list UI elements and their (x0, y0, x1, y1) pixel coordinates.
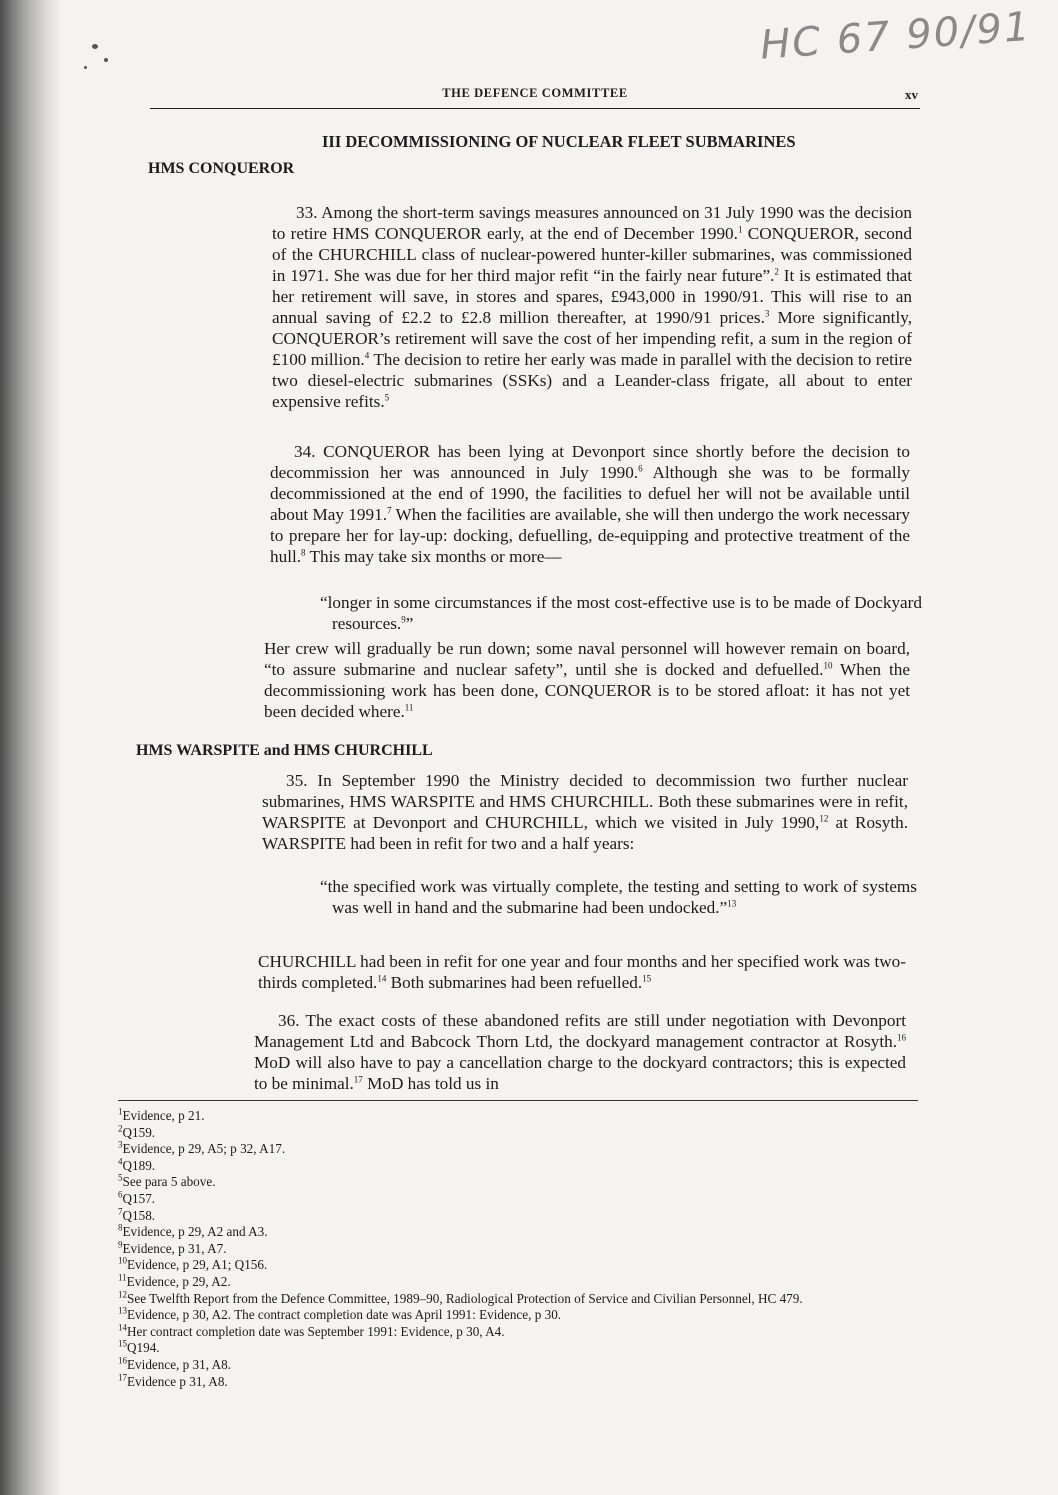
footnote (118, 1307, 918, 1324)
handwritten-note: HC 67 90/91 (758, 3, 1033, 69)
footnote-text: Q194. (127, 1340, 160, 1356)
footnote-number: 12 (118, 1289, 127, 1300)
quotation-text: ” (405, 614, 414, 633)
paragraph-text: When the facilities are available, she will then undergo the work necessary to prepare her for lay-up: docking, defuelling, de-equipping and protective treatment of the hull. (270, 505, 910, 566)
scan-speck (92, 44, 98, 49)
quotation-text: “longer in some circumstances if the most cost-effective use is to be made of Dockyard resources. (320, 593, 922, 633)
footnote (118, 1174, 918, 1191)
footnote (118, 1357, 918, 1374)
footnote-ref: 2 (774, 266, 779, 277)
section-title: III DECOMMISSIONING OF NUCLEAR FLEET SUBMARINES (322, 132, 796, 151)
paragraph-33 (272, 202, 912, 412)
footnote (118, 1141, 918, 1158)
footnote (118, 1241, 918, 1258)
paragraph-text: CONQUEROR, second of the CHURCHILL class of nuclear-powered hunter-killer submarines, was commissioned in 1971. She was due for her third major refit “in the fairly near future”. (272, 224, 912, 285)
footnote (118, 1191, 918, 1208)
quotation-34 (320, 592, 922, 634)
footnote-text: Evidence, p 29, A5; p 32, A17. (122, 1141, 286, 1157)
footnote-number: 14 (118, 1322, 127, 1333)
scan-speck (104, 58, 108, 62)
paragraph-34-continued (264, 638, 910, 722)
footnote-number: 4 (118, 1156, 123, 1167)
footnote-number: 15 (118, 1338, 127, 1349)
paragraph-text: It is estimated that her retirement will save, in stores and spares, £943,000 in 1990/91. This will rise to an annual saving of £2.2 to £2.8 million thereafter, at 1990/91 prices. (272, 266, 912, 327)
footnote-number: 7 (118, 1206, 123, 1217)
page-number: xv (905, 87, 918, 102)
footnote-number: 11 (118, 1272, 127, 1283)
footnote-text: Q159. (122, 1124, 156, 1140)
footnote-ref: 1 (737, 224, 743, 235)
footnote-number: 3 (118, 1139, 123, 1150)
footnote-text: See para 5 above. (122, 1174, 216, 1190)
footnote-text: Q158. (122, 1207, 156, 1223)
footnote-text: Evidence, p 21. (122, 1108, 205, 1123)
paragraph-35 (262, 770, 908, 854)
footnote (118, 1208, 918, 1225)
paragraph-text: 35. In September 1990 the Ministry decided to decommission two further nuclear submarines, HMS WARSPITE and HMS CHURCHILL. Both these submarines were in refit, WARSPITE at Devonport and CHURCHILL, which we visited in July 1990, (262, 771, 908, 832)
quotation-text: “the specified work was virtually complete, the testing and setting to work of systems was well in hand and the submarine had been undocked.” (320, 877, 917, 917)
footnote (118, 1125, 918, 1142)
paragraph-text: Both submarines had been refuelled. (386, 973, 643, 992)
footnote-ref: 11 (404, 702, 414, 713)
footnote-ref: 14 (377, 973, 387, 984)
footnotes-list (118, 1108, 918, 1390)
footnote (118, 1257, 918, 1274)
paragraph-text: The decision to retire her early was made in parallel with the decision to retire two diesel-electric submarines (SSKs) and a Leander-class frigate, all about to enter expensive refits. (272, 350, 912, 411)
footnote-text: Evidence, p 29, A2. (126, 1273, 231, 1289)
footnote-text: Evidence p 31, A8. (127, 1373, 228, 1389)
subheading-conqueror: HMS CONQUEROR (148, 160, 295, 177)
footnote-number: 8 (118, 1222, 123, 1233)
footnote-text: Evidence, p 29, A2 and A3. (122, 1224, 268, 1240)
paragraph-text: Although she was to be formally decommissioned at the end of 1990, the facilities to defuel her will not be available until about May 1991. (270, 463, 910, 524)
footnote-number: 17 (118, 1372, 127, 1383)
footnote-ref: 13 (727, 898, 737, 909)
paragraph-text: Her crew will gradually be run down; some naval personnel will however remain on board, “to assure submarine and nuclear safety”, until she is docked and defuelled. (264, 639, 910, 679)
footnote-ref: 17 (353, 1074, 363, 1085)
footnote-text: Q157. (122, 1190, 156, 1206)
footnote-number: 10 (118, 1255, 127, 1266)
paragraph-text: MoD has told us in (362, 1074, 499, 1093)
scan-edge-shadow (0, 0, 62, 1495)
footnote-ref: 8 (301, 547, 306, 558)
paragraph-36 (254, 1010, 906, 1094)
paragraph-text: When the decommissioning work has been done, CONQUEROR is to be stored afloat: it has not yet been decided where. (264, 660, 910, 721)
footnote-number: 6 (118, 1189, 123, 1200)
paragraph-34 (270, 441, 910, 567)
running-title: THE DEFENCE COMMITTEE (442, 86, 628, 100)
footnote-ref: 3 (764, 308, 770, 319)
footnote-number: 9 (118, 1239, 123, 1250)
footnote-ref: 12 (819, 813, 829, 824)
footnote-ref: 6 (638, 463, 643, 474)
footnote-ref: 4 (364, 350, 370, 361)
scan-speck (84, 66, 87, 69)
footnote (118, 1108, 918, 1125)
footnote-ref: 5 (384, 392, 390, 403)
footnote-text: See Twelfth Report from the Defence Committee, 1989–90, Radiological Protection of Service and Civilian Personnel, HC 479. (127, 1290, 803, 1306)
footnote-ref: 15 (642, 973, 652, 984)
paragraph-text: More significantly, CONQUEROR’s retirement will save the cost of her impending refit, a sum in the region of £100 million. (272, 308, 912, 369)
running-head (150, 84, 920, 109)
footnote-ref: 16 (897, 1032, 906, 1043)
footnote-ref: 9 (401, 614, 406, 625)
footnote-text: Evidence, p 31, A8. (127, 1356, 232, 1372)
subheading-warspite-churchill: HMS WARSPITE and HMS CHURCHILL (136, 742, 433, 759)
footnote-number: 1 (118, 1106, 123, 1117)
footnote (118, 1158, 918, 1175)
footnote-number: 13 (118, 1305, 127, 1316)
footnote-ref: 10 (823, 660, 833, 671)
paragraph-text: 34. CONQUEROR has been lying at Devonport since shortly before the decision to decommission her was announced in July 1990. (270, 442, 910, 482)
paragraph-text: This may take six months or more— (305, 547, 562, 566)
quotation-35 (320, 876, 917, 918)
footnote-text: Evidence, p 31, A7. (122, 1240, 227, 1256)
footnote-text: Q189. (122, 1157, 156, 1173)
footnote (118, 1291, 918, 1308)
footnote-ref: 7 (387, 505, 392, 516)
footnote (118, 1374, 918, 1391)
footnote (118, 1340, 918, 1357)
paragraph-text: 36. The exact costs of these abandoned refits are still under negotiation with Devonport Management Ltd and Babcock Thorn Ltd, the dockyard management contractor at Rosyth. (254, 1011, 906, 1051)
footnote-text: Her contract completion date was September 1991: Evidence, p 30, A4. (127, 1323, 505, 1339)
paragraph-text: MoD will also have to pay a cancellation charge to the dockyard contractors; this is expected to be minimal. (254, 1053, 906, 1093)
footnote (118, 1274, 918, 1291)
paragraph-text: CHURCHILL had been in refit for one year and four months and her specified work was two-thirds completed. (258, 952, 906, 992)
footnote-text: Evidence, p 29, A1; Q156. (127, 1257, 268, 1273)
paragraph-text: at Rosyth. WARSPITE had been in refit for two and a half years: (262, 813, 908, 853)
footnote-divider (118, 1100, 918, 1101)
footnote-number: 16 (118, 1355, 127, 1366)
footnote-number: 2 (118, 1123, 123, 1134)
footnote-text: Evidence, p 30, A2. The contract completion date was April 1991: Evidence, p 30. (127, 1307, 562, 1323)
footnote-number: 5 (118, 1172, 123, 1183)
paragraph-text: 33. Among the short-term savings measures announced on 31 July 1990 was the decision to retire HMS CONQUEROR early, at the end of December 1990. (272, 203, 912, 243)
paragraph-35-continued (258, 951, 906, 993)
footnote (118, 1324, 918, 1341)
footnote (118, 1224, 918, 1241)
